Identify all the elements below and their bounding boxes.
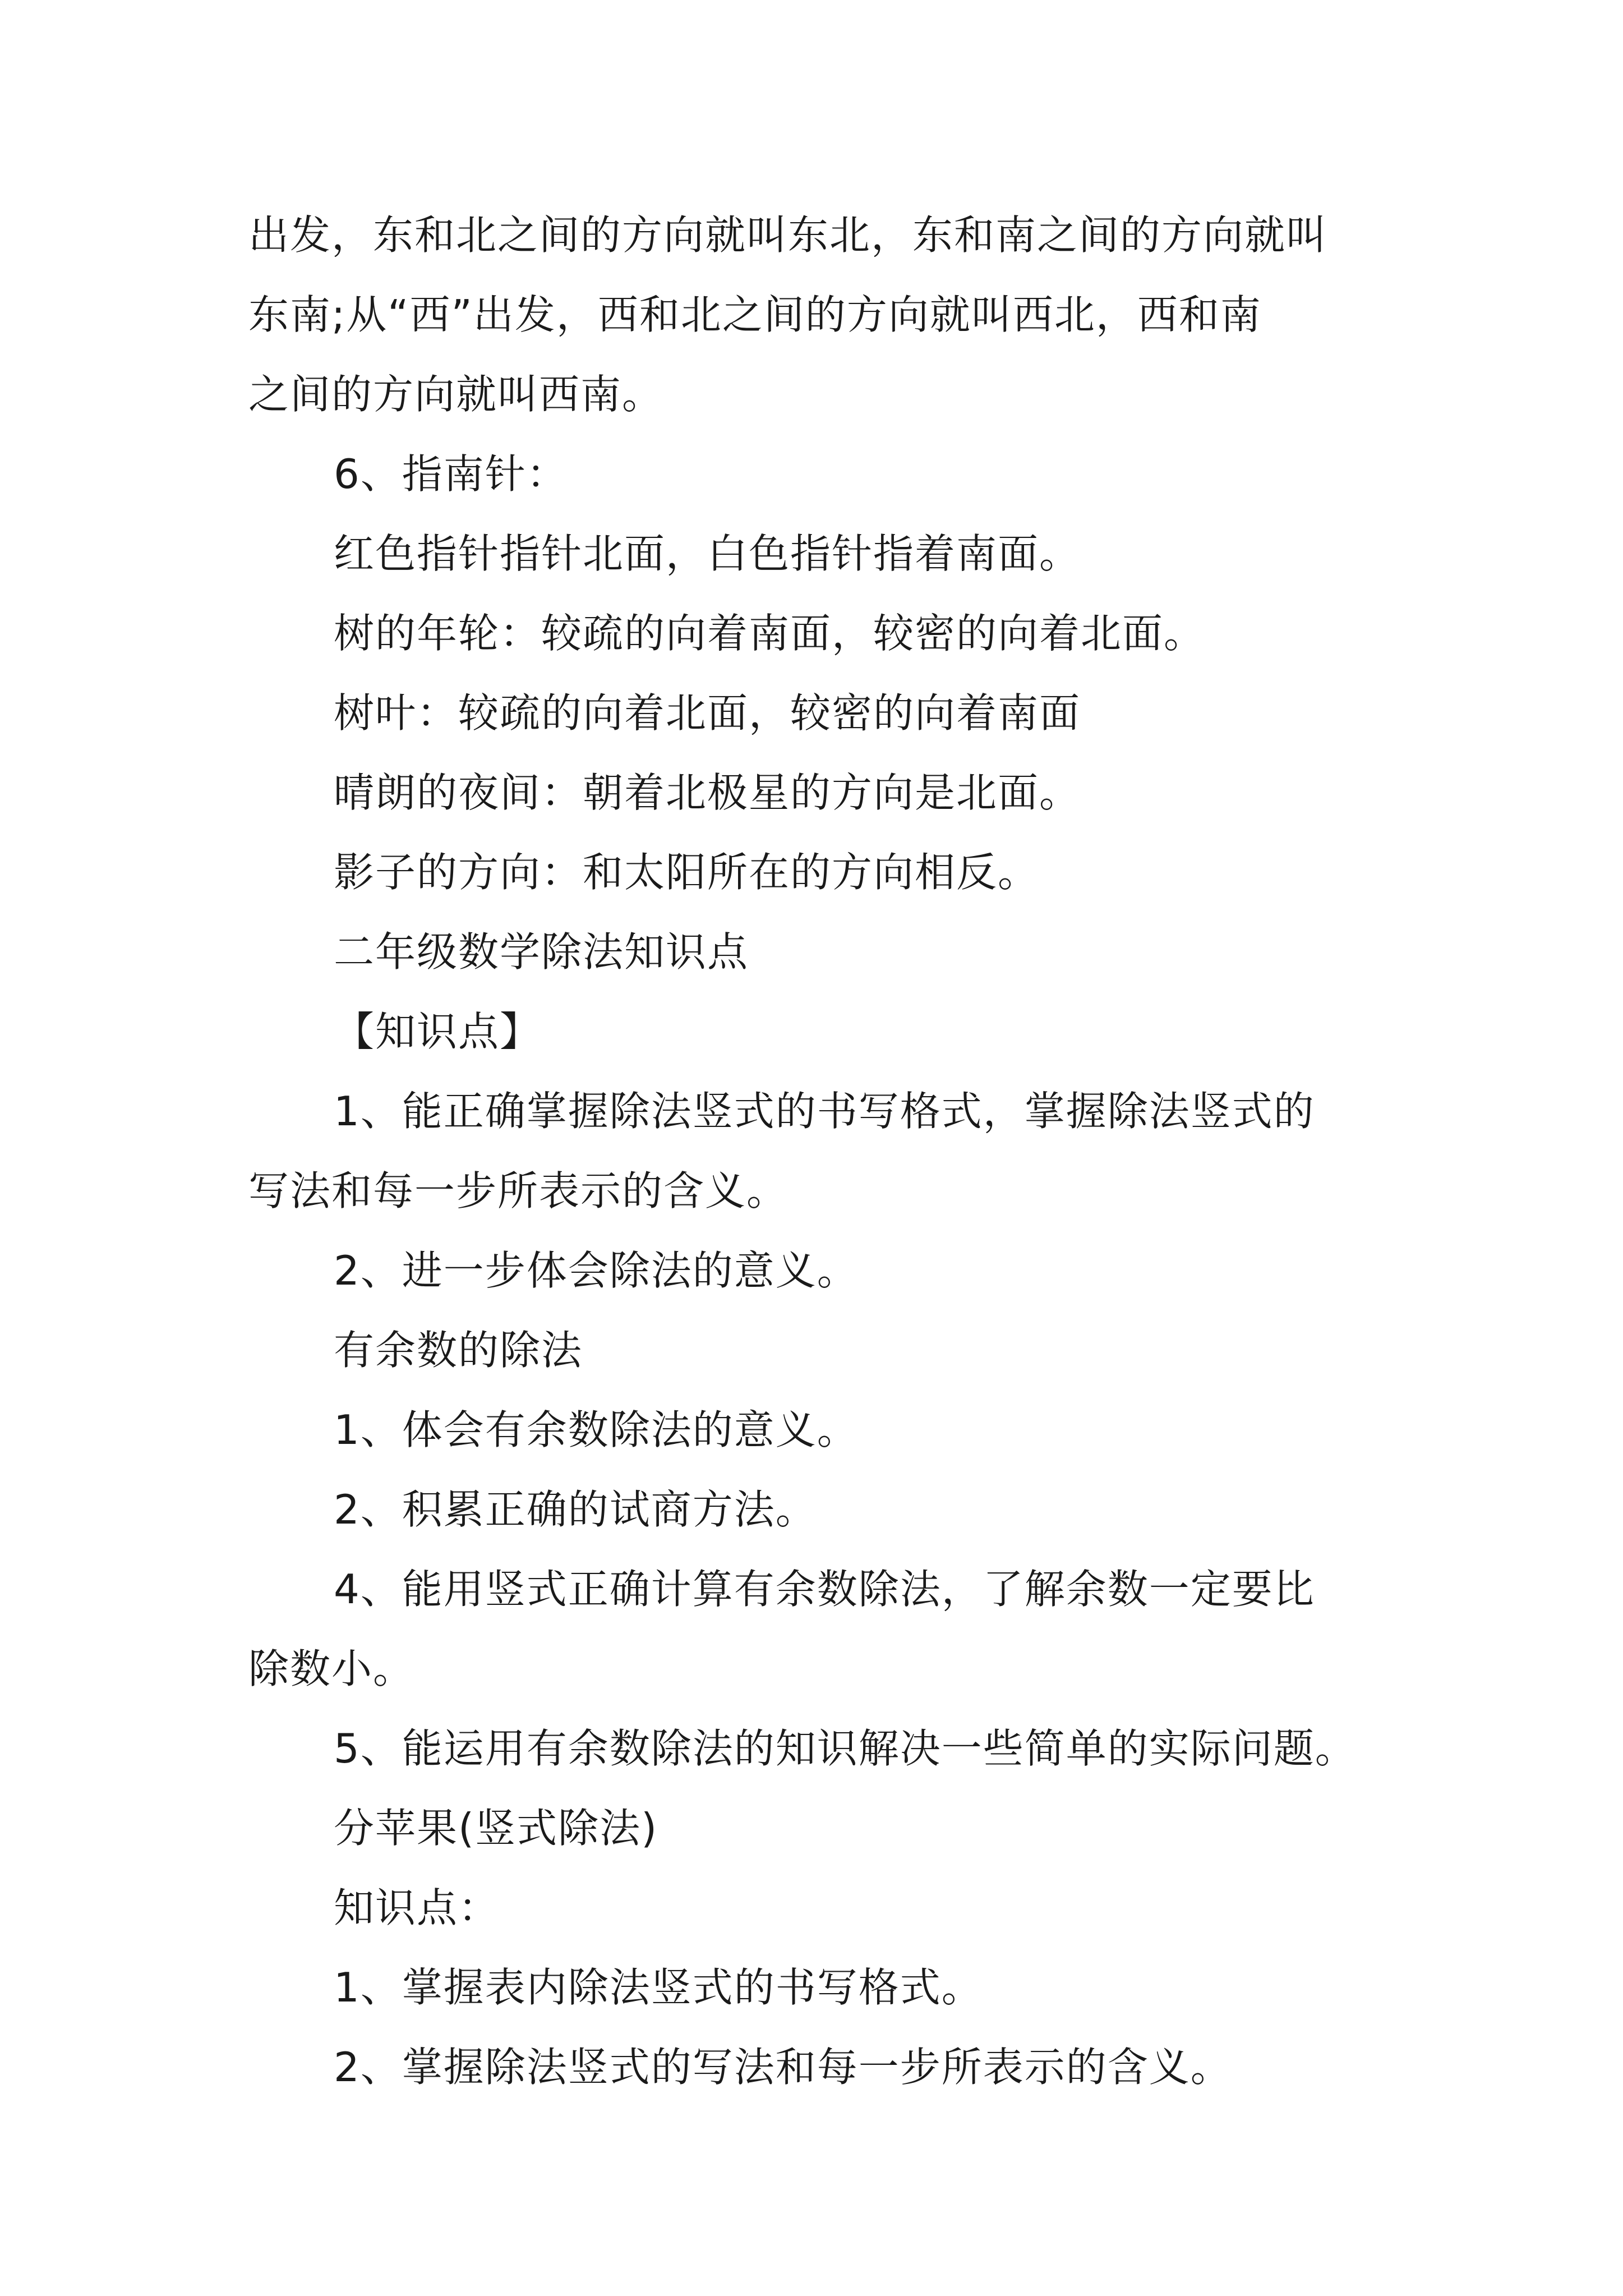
- list-item-4: [248, 1549, 1376, 1709]
- subheading-knowledge-points-2: [248, 1868, 1376, 1948]
- text-line: 东南;从“西”出发，西和北之间的方向就叫西北，西和南: [248, 291, 1262, 338]
- text-line: 1、体会有余数除法的意义。: [334, 1406, 859, 1453]
- subheading-remainder-division: [248, 1310, 1376, 1390]
- text-line: 出发，东和北之间的方向就叫东北，东和南之间的方向就叫: [248, 211, 1328, 259]
- list-item-2: [248, 2027, 1376, 2107]
- text-line: 之间的方向就叫西南。: [248, 371, 664, 418]
- list-item-1: [248, 1390, 1376, 1470]
- subheading-apple-division: [248, 1788, 1376, 1868]
- text-line: 晴朗的夜间：朝着北极星的方向是北面。: [334, 769, 1081, 816]
- text-line: 2、积累正确的试商方法。: [334, 1486, 817, 1533]
- paragraph-north-star: [248, 753, 1376, 832]
- text-line: 分苹果(竖式除法): [334, 1805, 658, 1852]
- paragraph-tree-leaves: [248, 673, 1376, 753]
- list-item-1: [248, 1948, 1376, 2027]
- paragraph-compass-needle: [248, 514, 1376, 593]
- text-line: 二年级数学除法知识点: [334, 928, 749, 976]
- text-line: 4、能用竖式正确计算有余数除法，了解余数一定要比: [334, 1566, 1315, 1613]
- document-body: [248, 195, 1376, 2107]
- subheading-knowledge-points: [248, 992, 1376, 1071]
- paragraph-shadow: [248, 832, 1376, 912]
- text-line: 6、指南针：: [334, 450, 568, 498]
- text-line: 2、进一步体会除法的意义。: [334, 1247, 859, 1294]
- text-line: 红色指针指针北面，白色指针指着南面。: [334, 530, 1081, 577]
- text-line: 树叶：较疏的向着北面，较密的向着南面: [334, 689, 1081, 737]
- text-line: 2、掌握除法竖式的写法和每一步所表示的含义。: [334, 2044, 1232, 2091]
- list-item-1: [248, 1071, 1376, 1231]
- section-title-division: [248, 912, 1376, 992]
- text-line: 1、能正确掌握除法竖式的书写格式，掌握除法竖式的: [334, 1088, 1315, 1135]
- text-line: 写法和每一步所表示的含义。: [248, 1167, 789, 1214]
- text-line: 5、能运用有余数除法的知识解决一些简单的实际问题。: [334, 1725, 1357, 1772]
- text-line: 1、掌握表内除法竖式的书写格式。: [334, 1964, 983, 2011]
- paragraph-tree-rings: [248, 593, 1376, 673]
- text-line: 影子的方向：和太阳所在的方向相反。: [334, 849, 1040, 896]
- text-line: 树的年轮：较疏的向着南面，较密的向着北面。: [334, 610, 1206, 657]
- text-line: 知识点：: [334, 1884, 500, 1931]
- list-item-2: [248, 1470, 1376, 1549]
- paragraph-directions-intercardinal: [248, 195, 1376, 434]
- text-line: 【知识点】: [334, 1008, 542, 1055]
- text-line: 除数小。: [248, 1645, 415, 1692]
- paragraph-compass-heading: [248, 434, 1376, 514]
- list-item-5: [248, 1709, 1376, 1788]
- text-line: 有余数的除法: [334, 1327, 583, 1374]
- list-item-2: [248, 1231, 1376, 1310]
